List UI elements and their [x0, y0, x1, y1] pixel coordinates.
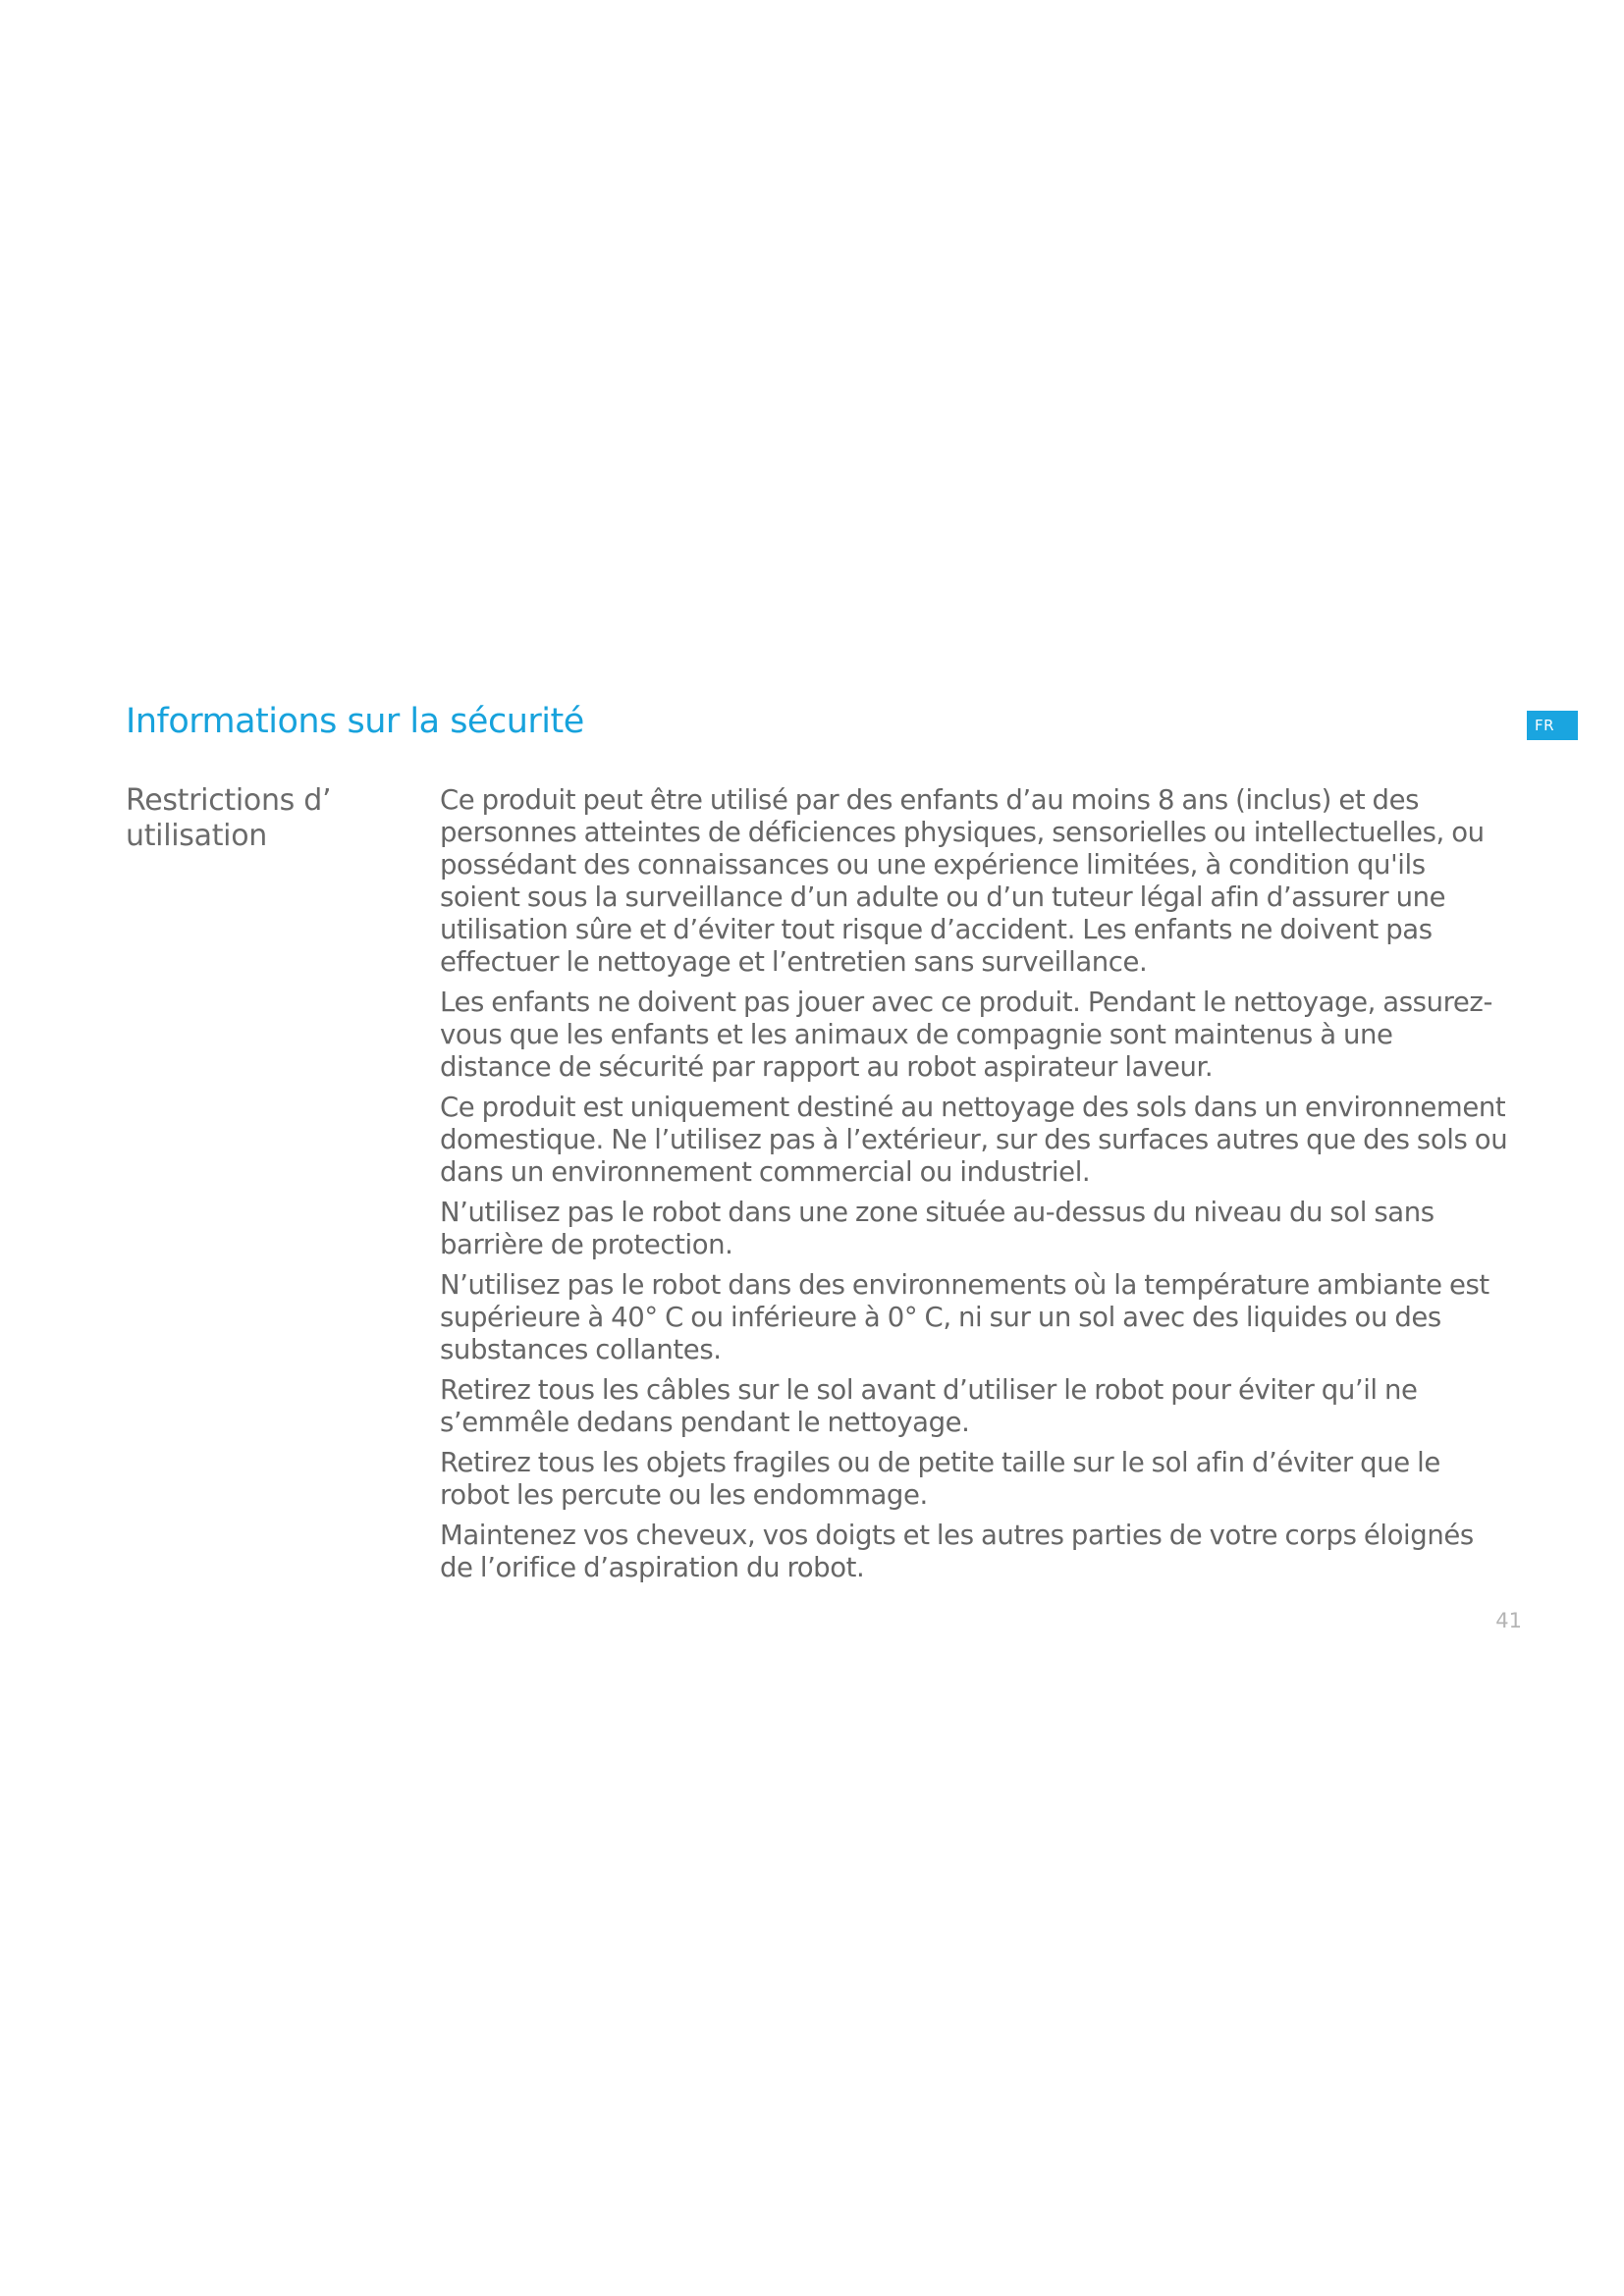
section-heading: Restrictions d’ utilisation — [126, 783, 332, 853]
safety-paragraph: Maintenez vos cheveux, vos doigts et les autres parties de votre corps éloignés de l’orifice d’aspiration du robot. — [440, 1520, 1474, 1583]
page-number: 41 — [1495, 1609, 1522, 1632]
safety-paragraph: Ce produit est uniquement destiné au nettoyage des sols dans un environnement domestique. Ne l’utilisez pas à l’extérieur, sur des surfaces autres que des sols ou dans un environnement commercial ou industriel. — [440, 1092, 1508, 1188]
safety-paragraph: Retirez tous les câbles sur le sol avant d’utiliser le robot pour éviter qu’il ne s’emmêle dedans pendant le nettoyage. — [440, 1374, 1418, 1438]
safety-paragraph: Ce produit peut être utilisé par des enfants d’au moins 8 ans (inclus) et des personnes atteintes de déficiences physiques, sensorielles ou intellectuelles, ou possédant des connaissances ou une expérience limitées, à condition qu'ils soient sous la surveillance d’un adulte ou d’un tuteur légal afin d’assurer une utilisation sûre et d’éviter tout risque d’accident. Les enfants ne doivent pas effectuer le nettoyage et l’entretien sans surveillance. — [440, 784, 1485, 978]
safety-paragraph: Les enfants ne doivent pas jouer avec ce produit. Pendant le nettoyage, assurez-vous que les enfants et les animaux de compagnie sont maintenus à une distance de sécurité par rapport au robot aspirateur laveur. — [440, 987, 1492, 1083]
safety-paragraph: Retirez tous les objets fragiles ou de petite taille sur le sol afin d’éviter que le robot les percute ou les endommage. — [440, 1447, 1440, 1511]
safety-paragraph: N’utilisez pas le robot dans des environnements où la température ambiante est supérieure à 40° C ou inférieure à 0° C, ni sur un sol avec des liquides ou des substances collantes. — [440, 1269, 1489, 1365]
page-title: Informations sur la sécurité — [126, 702, 584, 741]
language-badge: FR — [1527, 711, 1578, 740]
safety-paragraph: N’utilisez pas le robot dans une zone située au-dessus du niveau du sol sans barrière de protection. — [440, 1197, 1435, 1260]
safety-text-column — [440, 784, 1510, 1592]
